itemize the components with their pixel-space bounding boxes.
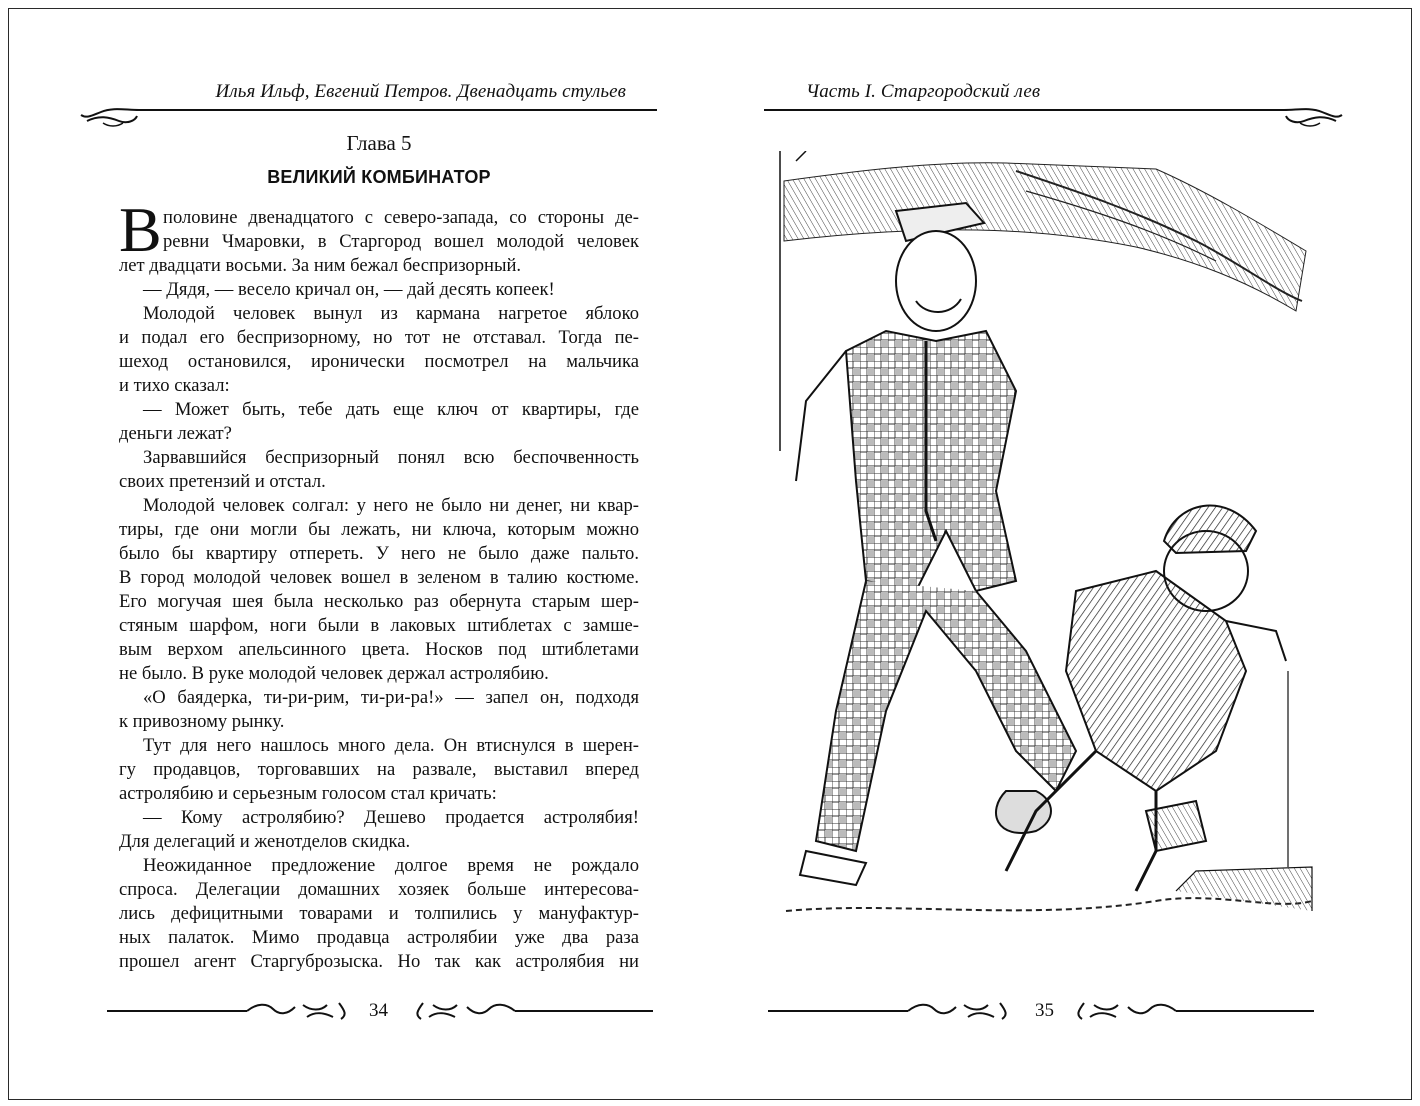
- text-line: вым верхом апельсинного цвета. Носков под штиблетами: [119, 639, 639, 660]
- text-line: стяным шарфом, ноги были в лаковых штиблетах с замше-: [119, 615, 639, 636]
- illustration: [776, 151, 1318, 971]
- text-line: — Дядя, — весело кричал он, — дай десять копеек!: [143, 279, 555, 300]
- book-spread: [8, 8, 1412, 1100]
- text-line: ревни Чмаровки, в Старгород вошел молодой человек: [163, 231, 639, 252]
- text-line: лись дефицитными товарами и толпились у мануфактур-: [119, 903, 639, 924]
- text-line: — Может быть, тебе дать еще ключ от квартиры, где: [143, 399, 639, 420]
- text-line: спроса. Делегации домашних хозяек больше интересова-: [119, 879, 639, 900]
- text-line: В город молодой человек вошел в зеленом в талию костюме.: [119, 567, 639, 588]
- text-line: Зарвавшийся беспризорный понял всю беспочвенность: [143, 447, 639, 468]
- text-line: своих претензий и отстал.: [119, 471, 326, 492]
- text-line: гу продавцов, торговавших на развале, выставил вперед: [119, 759, 639, 780]
- chapter-title: ВЕЛИКИЙ КОМБИНАТОР: [267, 167, 491, 187]
- text-line: шеход остановился, иронически посмотрел на мальчика: [119, 351, 639, 372]
- header-ornament-left: [79, 103, 659, 129]
- text-line: и подал его беспризорному, но тот не отставал. Тогда пе-: [119, 327, 639, 348]
- running-head-left: Илья Ильф, Евгений Петров. Двенадцать стульев: [215, 81, 626, 102]
- text-line: не было. В руке молодой человек держал астролябию.: [119, 663, 549, 684]
- text-line: Его могучая шея была несколько раз обернута старым шер-: [119, 591, 639, 612]
- header-ornament-right: [764, 103, 1344, 129]
- text-line: и тихо сказал:: [119, 375, 230, 396]
- page-number-right: 35: [1035, 1000, 1054, 1021]
- text-line: — Кому астролябию? Дешево продается астролябия!: [143, 807, 639, 828]
- text-line: Молодой человек солгал: у него не было ни денег, ни квар-: [143, 495, 639, 516]
- drop-cap: В: [119, 194, 162, 265]
- right-page: [710, 9, 1411, 1099]
- running-head-right: Часть I. Старгородский лев: [806, 81, 1041, 102]
- text-line: было бы квартиру отпереть. У него не было даже пальто.: [119, 543, 639, 564]
- text-line: деньги лежат?: [119, 423, 232, 444]
- text-line: «О баядерка, ти-ри-рим, ти-ри-ра!» — запел он, подходя: [143, 687, 639, 708]
- text-line: ных палаток. Мимо продавца астролябии уже два раза: [119, 927, 639, 948]
- text-line: Неожиданное предложение долгое время не рождало: [143, 855, 639, 876]
- body-text: [119, 194, 639, 974]
- text-line: астролябию и серьезным голосом стал кричать:: [119, 783, 497, 804]
- text-line: Для делегаций и женотделов скидка.: [119, 831, 411, 852]
- text-line: прошел агент Старгуброзыска. Но так как астролябия ни: [119, 951, 639, 972]
- text-line: к привозному рынку.: [119, 711, 285, 732]
- text-line: половине двенадцатого с северо-запада, со стороны де-: [163, 207, 639, 228]
- text-line: Молодой человек вынул из кармана нагретое яблоко: [143, 303, 639, 324]
- chapter-number: Глава 5: [346, 131, 412, 155]
- left-page: [9, 9, 710, 1099]
- page-number-left: 34: [369, 1000, 388, 1021]
- text-line: тиры, где они могли бы лежать, ни ключа, которым можно: [119, 519, 639, 540]
- text-line: лет двадцати восьми. За ним бежал беспризорный.: [119, 255, 522, 276]
- text-line: Тут для него нашлось много дела. Он втиснулся в шерен-: [143, 735, 639, 756]
